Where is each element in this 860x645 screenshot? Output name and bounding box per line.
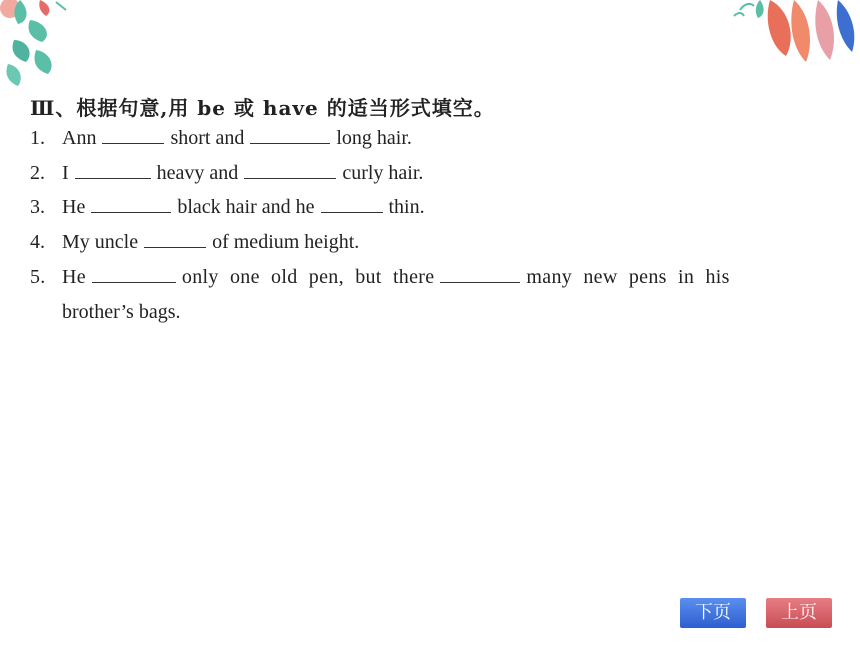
answer-blank[interactable]: [91, 194, 171, 213]
question-5-continued: [30, 295, 830, 329]
next-page-button[interactable]: 下页: [680, 598, 746, 628]
question-text: heavy and: [156, 162, 239, 184]
question-text: of medium height.: [212, 231, 360, 253]
question-text: long hair.: [336, 127, 412, 149]
question-text: My uncle: [62, 231, 139, 253]
question-4: [30, 225, 830, 259]
question-text: thin.: [388, 196, 425, 218]
question-text: I: [62, 162, 69, 184]
answer-blank[interactable]: [244, 160, 336, 179]
question-2: [30, 156, 830, 190]
question-1: [30, 121, 830, 155]
question-number: 4.: [30, 231, 45, 253]
question-text: only one old pen, but there: [181, 266, 435, 288]
question-number: 1.: [30, 127, 45, 149]
answer-blank[interactable]: [440, 264, 520, 283]
question-number: 5.: [30, 266, 46, 288]
question-text: many new pens in his: [526, 266, 730, 288]
leaf-decoration-right: [730, 0, 860, 70]
question-text: Ann: [62, 127, 97, 149]
question-text: brother’s bags.: [62, 301, 181, 323]
previous-page-button[interactable]: 上页: [766, 598, 832, 628]
answer-blank[interactable]: [75, 160, 151, 179]
answer-blank[interactable]: [144, 229, 206, 248]
question-text: short and: [170, 127, 245, 149]
question-text: He: [62, 266, 86, 288]
question-text: curly hair.: [342, 162, 424, 184]
question-text: black hair and he: [177, 196, 315, 218]
leaf-decoration-left: [0, 0, 80, 90]
question-text: He: [62, 196, 86, 218]
question-number: 3.: [30, 196, 45, 218]
answer-blank[interactable]: [92, 264, 176, 283]
answer-blank[interactable]: [250, 125, 330, 144]
answer-blank[interactable]: [102, 125, 164, 144]
answer-blank[interactable]: [321, 194, 383, 213]
question-3: [30, 190, 830, 224]
question-5: [30, 260, 830, 294]
section-title: Ⅲ、根据句意,用 be 或 have 的适当形式填空。: [30, 96, 495, 120]
question-number: 2.: [30, 162, 45, 184]
